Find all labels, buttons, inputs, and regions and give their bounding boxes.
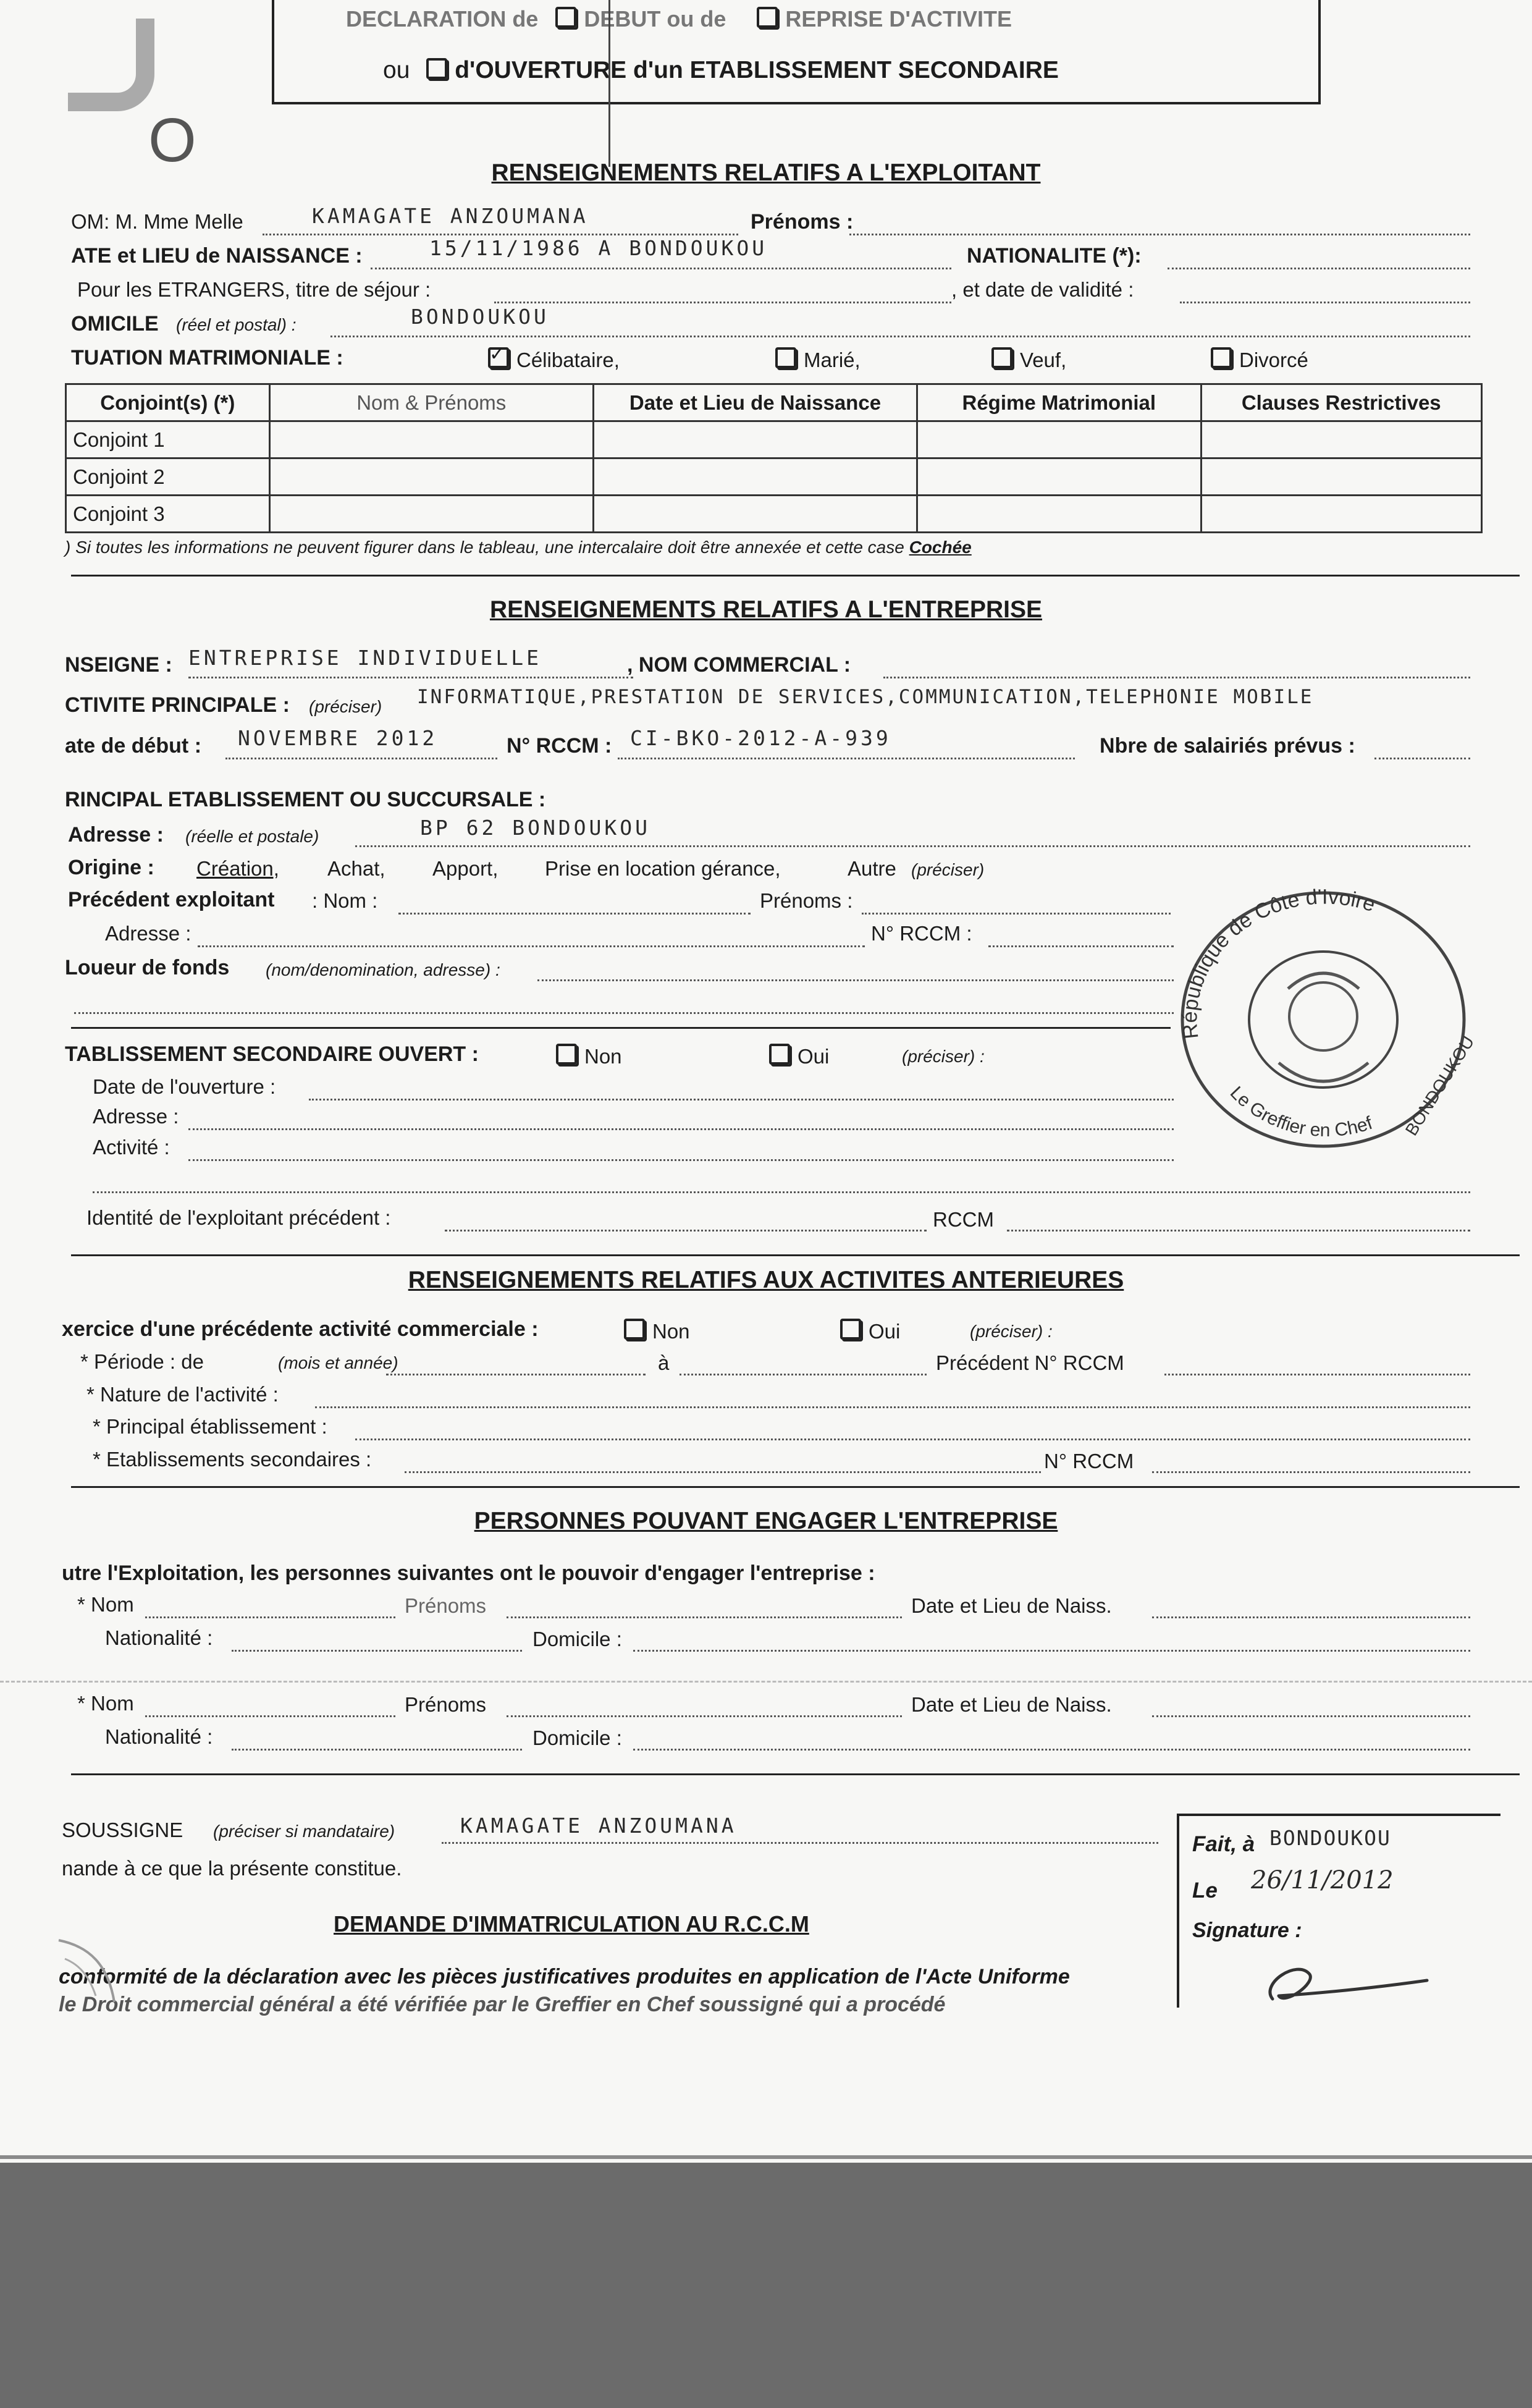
conjoint-label: Conjoint 3 xyxy=(66,496,270,533)
origine-location[interactable]: Prise en location gérance, xyxy=(545,857,781,880)
naissance-field[interactable] xyxy=(371,268,951,269)
periode-a-field[interactable] xyxy=(680,1374,927,1375)
section-title-anterieures: RENSEIGNEMENTS RELATIFS AUX ACTIVITES ANTERIEURES xyxy=(408,1267,1124,1293)
loueur-field-2[interactable] xyxy=(74,1012,1174,1014)
personne2-nationalite-label: Nationalité : xyxy=(105,1725,213,1748)
personne1-date-field[interactable] xyxy=(1152,1616,1470,1618)
date-ouverture-field[interactable] xyxy=(309,1099,1174,1100)
signature-mark xyxy=(1242,1946,1439,2014)
anterieures-oui-checkbox[interactable] xyxy=(840,1319,861,1340)
table-cell[interactable] xyxy=(917,496,1201,533)
conformite-line-2: le Droit commercial général a été vérifiée par le Greffier en Chef soussigné qui a procédé xyxy=(59,1993,946,2016)
secondaire-oui-checkbox[interactable] xyxy=(769,1044,790,1065)
secondaire-non-checkbox[interactable] xyxy=(556,1044,577,1065)
signature-label: Signature : xyxy=(1192,1919,1302,1942)
date-ouverture-label: Date de l'ouverture : xyxy=(93,1075,276,1098)
enseigne-label: NSEIGNE : xyxy=(65,653,172,677)
anterieures-non-checkbox[interactable] xyxy=(624,1319,645,1340)
section-rule xyxy=(71,1027,1171,1029)
section-rule xyxy=(71,1773,1520,1775)
nationalite-field[interactable] xyxy=(1168,268,1470,269)
personne2-domicile-label: Domicile : xyxy=(532,1726,622,1749)
personne1-domicile-label: Domicile : xyxy=(532,1628,622,1650)
veuf-checkbox[interactable] xyxy=(991,347,1012,368)
nom-value: KAMAGATE ANZOUMANA xyxy=(312,204,589,228)
paper-edge xyxy=(0,2155,1532,2159)
nationalite-label: NATIONALITE (*): xyxy=(967,244,1142,268)
debut-checkbox[interactable] xyxy=(555,7,576,28)
section-rule xyxy=(71,1254,1520,1256)
origine-label: Origine : xyxy=(68,856,154,879)
salaries-field[interactable] xyxy=(1374,758,1470,759)
domicile-note: (réel et postal) : xyxy=(176,315,297,334)
table-cell[interactable] xyxy=(1201,496,1482,533)
personne1-prenoms-field[interactable] xyxy=(507,1616,902,1618)
divorce-checkbox[interactable] xyxy=(1211,347,1232,368)
activite2-field[interactable] xyxy=(188,1159,1174,1161)
table-cell[interactable] xyxy=(269,421,593,458)
table-cell[interactable] xyxy=(1201,421,1482,458)
personnes-intro: utre l'Exploitation, les personnes suivantes ont le pouvoir d'engager l'entreprise : xyxy=(62,1561,875,1585)
personne1-nom-label: * Nom xyxy=(77,1593,134,1616)
periode-a-label: à xyxy=(658,1351,670,1374)
reprise-checkbox[interactable] xyxy=(757,7,778,28)
nature-label: * Nature de l'activité : xyxy=(86,1383,279,1406)
precedent-rccm-field[interactable] xyxy=(988,945,1174,947)
soussigne-label: SOUSSIGNE xyxy=(62,1819,183,1841)
situation-celibataire[interactable]: ✓ Célibataire, xyxy=(488,347,620,372)
table-header: Régime Matrimonial xyxy=(917,384,1201,421)
soussigne-note: (préciser si mandataire) xyxy=(213,1822,395,1841)
conjoints-note: ) Si toutes les informations ne peuvent figurer dans le tableau, une intercalaire doit être annexée et cette case Cochée xyxy=(65,538,972,557)
secondaires-label: * Etablissements secondaires : xyxy=(93,1448,372,1471)
table-cell[interactable] xyxy=(269,496,593,533)
demande-line: nande à ce que la présente constitue. xyxy=(62,1857,402,1880)
activite-label: CTIVITE PRINCIPALE : xyxy=(65,693,290,717)
section-title-entreprise: RENSEIGNEMENTS RELATIFS A L'ENTREPRISE xyxy=(489,596,1043,623)
table-cell[interactable] xyxy=(917,458,1201,496)
secondaire-note: (préciser) : xyxy=(902,1047,985,1066)
secondaires-rccm-label: N° RCCM xyxy=(1044,1450,1134,1472)
anterieures-oui[interactable]: Oui xyxy=(840,1319,900,1343)
nom-label: OM: M. Mme Melle xyxy=(71,210,243,233)
personne2-date-label: Date et Lieu de Naiss. xyxy=(911,1693,1112,1716)
anterieures-non[interactable]: Non xyxy=(624,1319,690,1343)
personne2-nationalite-field[interactable] xyxy=(232,1749,522,1751)
precedent-label: Précédent exploitant xyxy=(68,888,275,911)
section-title-exploitant: RENSEIGNEMENTS RELATIFS A L'EXPLOITANT xyxy=(491,159,1041,186)
situation-marie[interactable]: Marié, xyxy=(775,347,861,372)
personne2-domicile-field[interactable] xyxy=(633,1749,1470,1751)
table-cell[interactable] xyxy=(917,421,1201,458)
precedent-rccm-label: N° RCCM : xyxy=(871,922,972,945)
debut-value: NOVEMBRE 2012 xyxy=(238,726,438,750)
table-header: Conjoint(s) (*) xyxy=(66,384,270,421)
secondaires-rccm-field[interactable] xyxy=(1152,1471,1470,1473)
personne1-prenoms-label: Prénoms xyxy=(405,1594,487,1617)
domicile-value: BONDOUKOU xyxy=(411,305,549,329)
precedent-rccm-label: Précédent N° RCCM xyxy=(936,1351,1124,1374)
debut-field[interactable] xyxy=(225,758,497,759)
personne1-domicile-field[interactable] xyxy=(633,1650,1470,1652)
table-cell[interactable] xyxy=(593,496,917,533)
activite-value: INFORMATIQUE,PRESTATION DE SERVICES,COMMUNICATION,TELEPHONIE MOBILE xyxy=(417,686,1314,708)
table-cell[interactable] xyxy=(593,458,917,496)
celibataire-checkbox[interactable] xyxy=(488,347,509,368)
enseigne-field[interactable] xyxy=(188,677,633,678)
adresse2-field[interactable] xyxy=(188,1128,1174,1130)
header-line2: ou d'OUVERTURE d'un ETABLISSEMENT SECONDAIRE xyxy=(383,57,1059,83)
salaries-label: Nbre de salairiés prévus : xyxy=(1100,734,1355,758)
precedent-rccm-field[interactable] xyxy=(1164,1374,1470,1375)
table-header: Clauses Restrictives xyxy=(1201,384,1482,421)
titre-sejour-field[interactable] xyxy=(494,302,951,303)
table-header: Date et Lieu de Naissance xyxy=(593,384,917,421)
page-fold-mark xyxy=(68,19,154,111)
adresse-field[interactable] xyxy=(355,845,1470,847)
validite-label: , et date de validité : xyxy=(951,278,1134,301)
loueur-field[interactable] xyxy=(537,979,1174,981)
marie-checkbox[interactable] xyxy=(775,347,796,368)
origine-autre-note: (préciser) xyxy=(911,860,985,879)
table-row xyxy=(66,496,1482,533)
activite2-label: Activité : xyxy=(93,1136,170,1159)
identite-label: Identité de l'exploitant précédent : xyxy=(86,1206,391,1229)
table-header: Nom & Prénoms xyxy=(269,384,593,421)
personne2-prenoms-label: Prénoms xyxy=(405,1693,487,1716)
table-cell[interactable] xyxy=(269,458,593,496)
nom-commercial-label: , NOM COMMERCIAL : xyxy=(627,653,851,677)
origine-creation[interactable]: Création, xyxy=(196,857,279,880)
precedent-adresse-label: Adresse : xyxy=(105,922,192,945)
precedent-nom-field[interactable] xyxy=(398,913,751,915)
adresse-value: BP 62 BONDOUKOU xyxy=(420,816,651,840)
loueur-label: Loueur de fonds xyxy=(65,956,230,979)
principal-etab-field[interactable] xyxy=(355,1438,1470,1440)
situation-veuf[interactable]: Veuf, xyxy=(991,347,1066,372)
conjoints-table xyxy=(65,383,1483,533)
adresse-note: (réelle et postale) xyxy=(185,827,319,846)
table-row xyxy=(66,458,1482,496)
periode-de-field[interactable] xyxy=(386,1374,646,1375)
secondaire-oui[interactable]: Oui xyxy=(769,1044,829,1068)
conformite-line-1: conformité de la déclaration avec les pièces justificatives produites en application de l'Acte Uniforme xyxy=(59,1965,1070,1988)
corner-mark: O xyxy=(148,106,196,175)
rccm-value: CI-BKO-2012-A-939 xyxy=(630,726,891,750)
enseigne-value: ENTREPRISE INDIVIDUELLE xyxy=(188,646,542,670)
precedent-prenoms-field[interactable] xyxy=(862,913,1171,915)
activite2-field-2[interactable] xyxy=(93,1191,1470,1193)
personne1-nationalite-field[interactable] xyxy=(232,1650,522,1652)
secondaire-label: TABLISSEMENT SECONDAIRE OUVERT : xyxy=(65,1042,479,1066)
le-value: 26/11/2012 xyxy=(1251,1866,1394,1895)
principal-label: RINCIPAL ETABLISSEMENT OU SUCCURSALE : xyxy=(65,788,546,811)
adresse2-label: Adresse : xyxy=(93,1105,179,1128)
precedent-prenoms-label: Prénoms : xyxy=(760,889,853,912)
official-stamp xyxy=(1161,877,1483,1162)
domicile-field[interactable] xyxy=(330,336,1470,337)
periode-label: * Période : de xyxy=(80,1350,204,1373)
conjoint-label: Conjoint 1 xyxy=(66,421,270,458)
prenoms-label: Prénoms : xyxy=(751,210,854,234)
personne1-nom-field[interactable] xyxy=(145,1616,395,1618)
identite-rccm-field[interactable] xyxy=(1007,1230,1470,1231)
anterieures-preciser: (préciser) : xyxy=(970,1322,1053,1341)
domicile-label: OMICILE xyxy=(71,312,159,336)
section-rule xyxy=(71,1486,1520,1488)
rccm-field[interactable] xyxy=(618,758,1075,759)
adresse-label: Adresse : xyxy=(68,823,164,847)
paper-fold xyxy=(0,1681,1532,1683)
conjoint-label: Conjoint 2 xyxy=(66,458,270,496)
secondaire-non[interactable]: Non xyxy=(556,1044,622,1068)
debut-label: ate de début : xyxy=(65,734,202,758)
le-label: Le xyxy=(1192,1878,1218,1903)
exercice-label: xercice d'une précédente activité commerciale : xyxy=(62,1317,539,1341)
origine-achat[interactable]: Achat, xyxy=(327,857,385,880)
personne2-nom-label: * Nom xyxy=(77,1692,134,1715)
origine-autre[interactable]: Autre xyxy=(848,857,896,880)
personne1-nationalite-label: Nationalité : xyxy=(105,1626,213,1649)
secondaires-field[interactable] xyxy=(405,1471,1041,1473)
rccm-label: N° RCCM : xyxy=(507,734,612,758)
personne2-date-field[interactable] xyxy=(1152,1715,1470,1717)
fait-label: Fait, à xyxy=(1192,1832,1255,1856)
soussigne-value: KAMAGATE ANZOUMANA xyxy=(460,1814,737,1838)
nom-commercial-field[interactable] xyxy=(883,677,1470,678)
naissance-value: 15/11/1986 A BONDOUKOU xyxy=(429,236,768,260)
table-cell[interactable] xyxy=(593,421,917,458)
section-title-personnes: PERSONNES POUVANT ENGAGER L'ENTREPRISE xyxy=(474,1508,1058,1534)
section-rule xyxy=(71,575,1520,577)
header-line1: DECLARATION de DEBUT ou de REPRISE D'ACTIVITE xyxy=(346,6,1012,32)
personne2-prenoms-field[interactable] xyxy=(507,1715,902,1717)
soussigne-field[interactable] xyxy=(442,1842,1158,1844)
principal-etab-label: * Principal établissement : xyxy=(93,1415,327,1438)
identite-field[interactable] xyxy=(445,1230,927,1231)
identite-rccm-label: RCCM xyxy=(933,1208,994,1231)
periode-note: (mois et année) xyxy=(278,1353,398,1372)
table-header-row xyxy=(66,384,1482,421)
table-cell[interactable] xyxy=(1201,458,1482,496)
activite-note: (préciser) xyxy=(309,697,382,716)
precedent-adresse-field[interactable] xyxy=(198,945,865,947)
situation-divorce[interactable]: Divorcé xyxy=(1211,347,1308,372)
ouverture-checkbox[interactable] xyxy=(426,58,447,79)
smudge-mark xyxy=(53,1928,127,2014)
header-divider xyxy=(608,0,610,167)
stamp-lower-text: Le Greffier en Chef xyxy=(1226,1083,1375,1141)
precedent-nom-label: : Nom : xyxy=(312,889,378,912)
origine-apport[interactable]: Apport, xyxy=(432,857,499,880)
personne2-nom-field[interactable] xyxy=(145,1715,395,1717)
personne1-date-label: Date et Lieu de Naiss. xyxy=(911,1594,1112,1617)
nature-field[interactable] xyxy=(315,1406,1470,1408)
nom-field[interactable] xyxy=(263,234,738,235)
etrangers-label: Pour les ETRANGERS, titre de séjour : xyxy=(77,278,431,301)
table-row xyxy=(66,421,1482,458)
naissance-label: ATE et LIEU de NAISSANCE : xyxy=(71,244,363,268)
stamp-outer-text: République de Côte d'Ivoire xyxy=(1178,885,1378,1041)
situation-label: TUATION MATRIMONIALE : xyxy=(71,346,343,370)
fait-value: BONDOUKOU xyxy=(1269,1826,1391,1850)
stamp-city-text: BONDOUKOU xyxy=(1401,1033,1478,1139)
loueur-note: (nom/denomination, adresse) : xyxy=(266,960,500,979)
prenoms-field[interactable] xyxy=(849,234,1470,235)
validite-field[interactable] xyxy=(1180,302,1470,303)
demande-title: DEMANDE D'IMMATRICULATION AU R.C.C.M xyxy=(334,1911,809,1937)
